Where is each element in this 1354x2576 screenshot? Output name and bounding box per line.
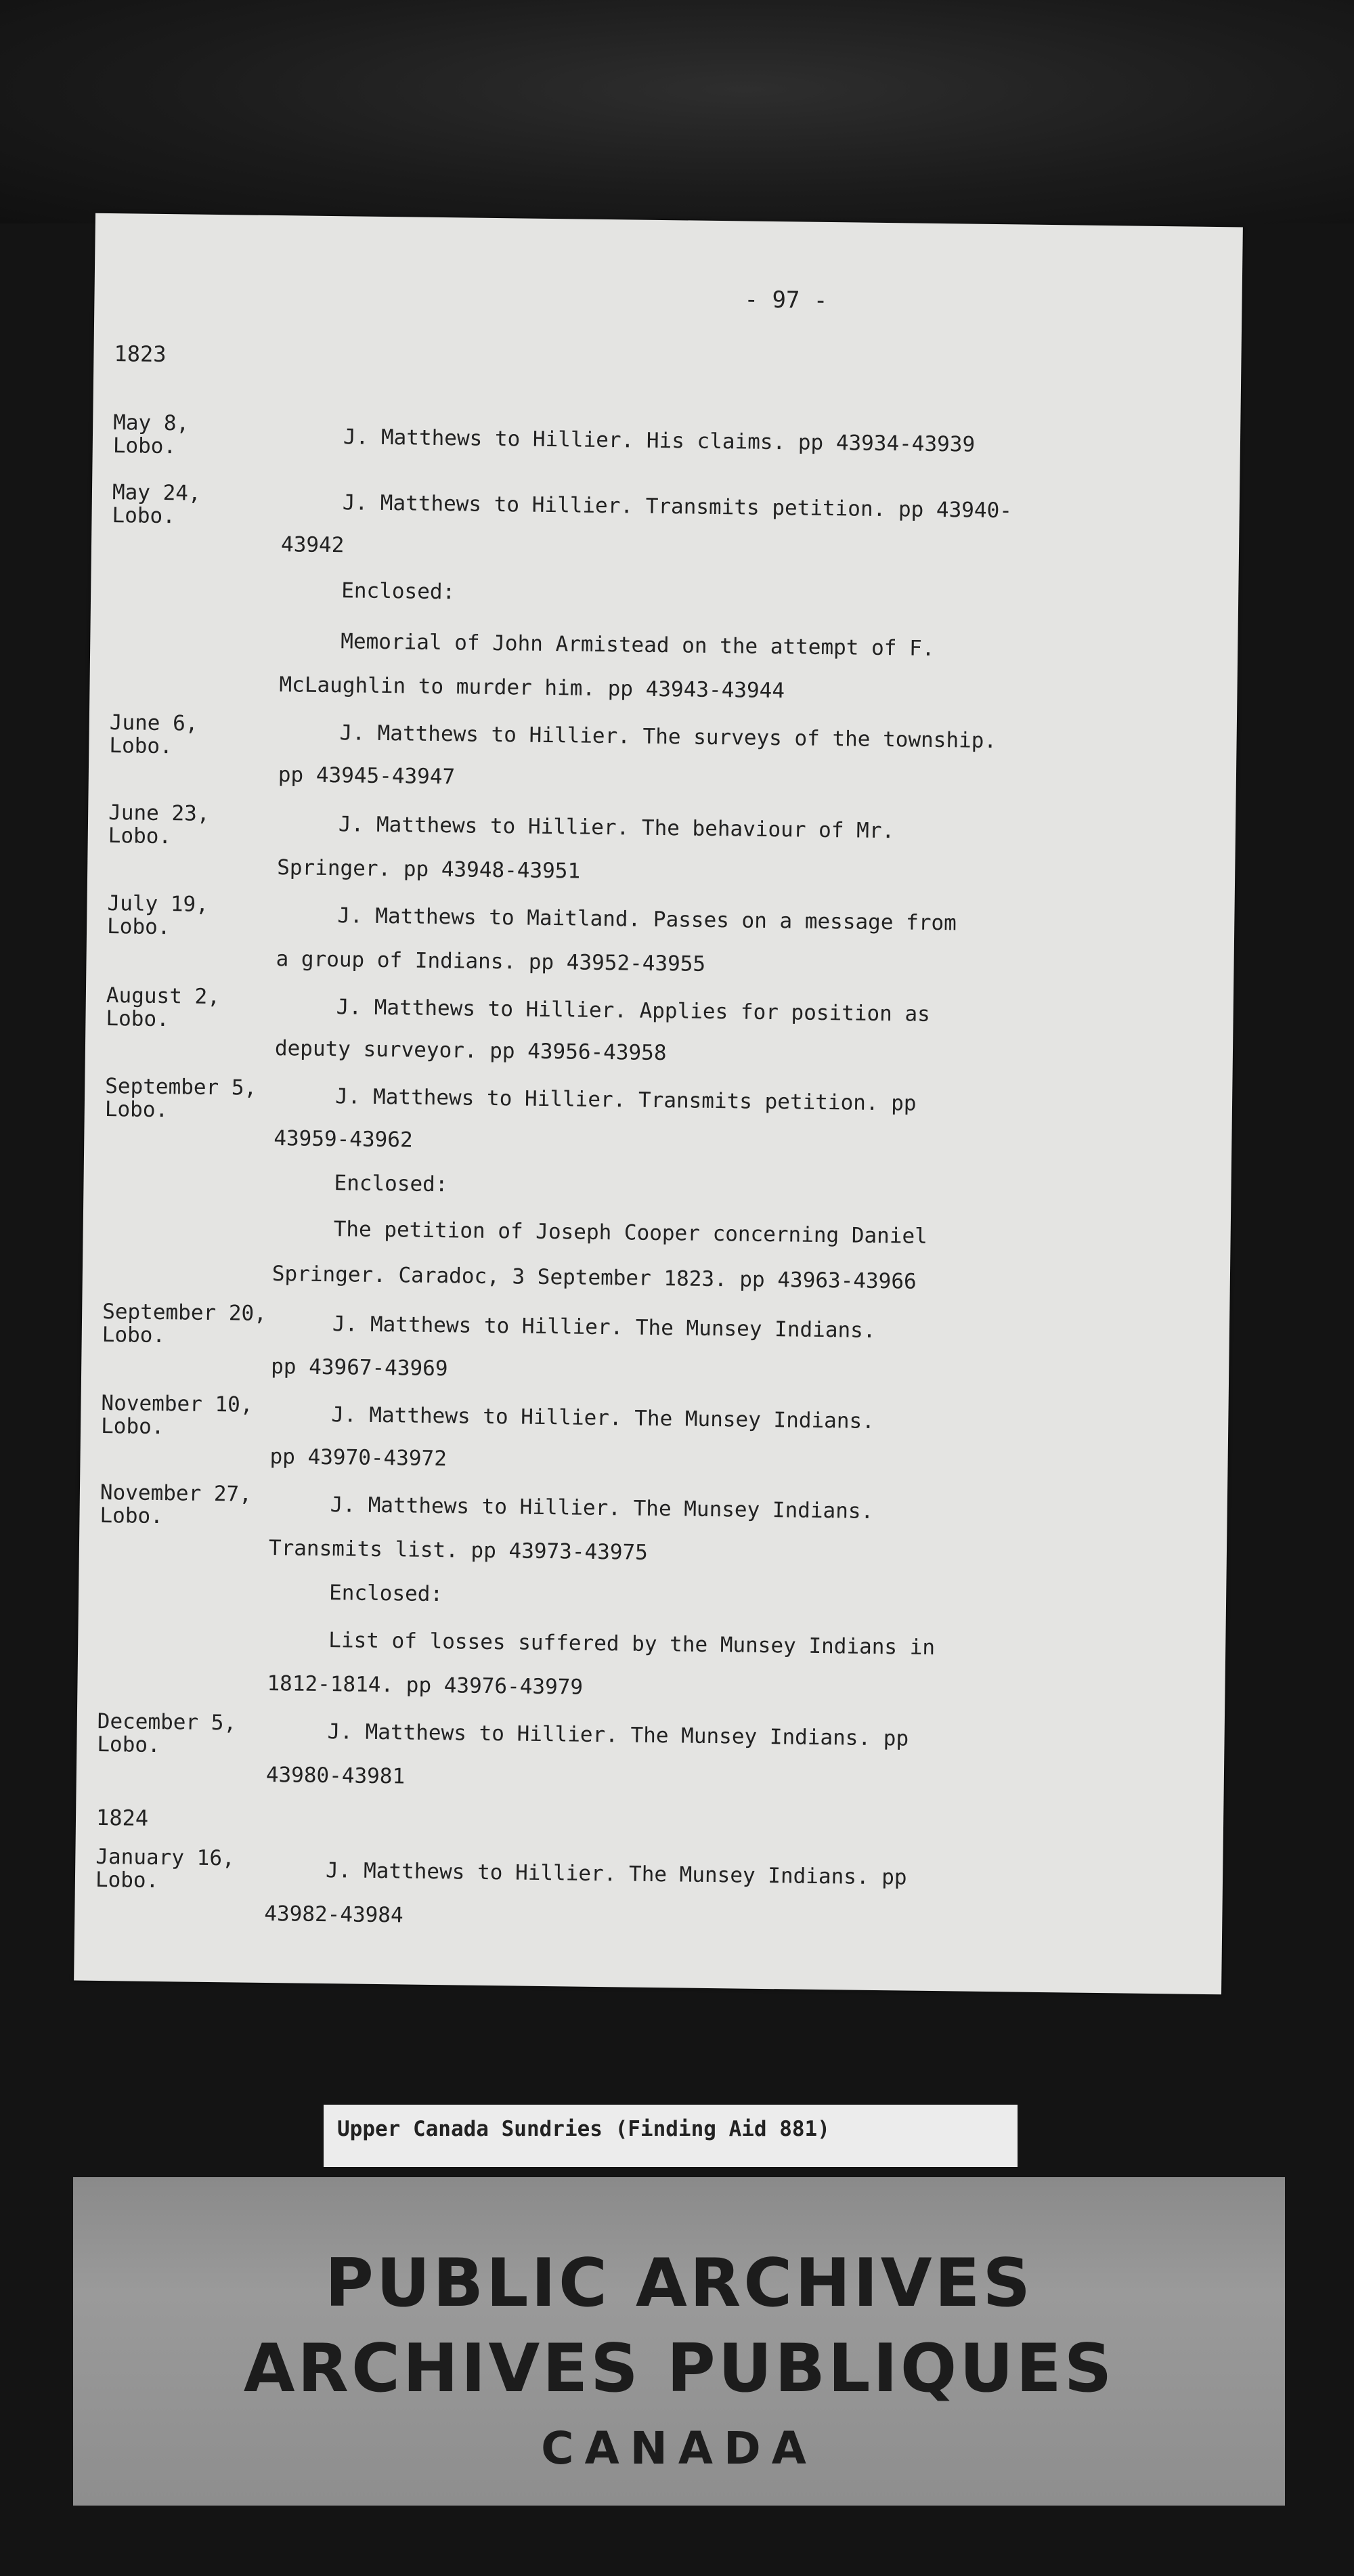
entry-text: J. Matthews to Hillier. The behaviour of Mr. (338, 812, 895, 844)
document-page (74, 213, 1243, 1995)
entry-date: January 16, Lobo. (95, 1844, 235, 1893)
year-heading: 1824 (95, 1804, 149, 1831)
archives-stamp (73, 2177, 1285, 2506)
entry-text: Springer. pp 43948-43951 (277, 855, 581, 884)
entry-date: November 27, Lobo. (100, 1480, 253, 1529)
entry-text: J. Matthews to Hillier. Transmits petition. pp 43940- (342, 490, 1013, 523)
entry-text: 1812-1814. pp 43976-43979 (267, 1671, 584, 1700)
year-heading: 1823 (114, 341, 167, 368)
entry-text: J. Matthews to Hillier. The Munsey Indians. (331, 1402, 875, 1434)
entry-text: List of losses suffered by the Munsey Indians in (328, 1628, 936, 1660)
entry-text: Memorial of John Armistead on the attempt of F. (341, 629, 935, 661)
finding-aid-label-text: Upper Canada Sundries (Finding Aid 881) (337, 2117, 830, 2141)
entry-text: 43959-43962 (274, 1126, 413, 1153)
entry-text: J. Matthews to Hillier. The Munsey Indians. pp (327, 1719, 909, 1751)
entry-text: J. Matthews to Hillier. The surveys of the township. (339, 721, 997, 754)
entry-text: The petition of Joseph Cooper concerning Daniel (333, 1217, 928, 1249)
entry-text: J. Matthews to Hillier. The Munsey Indians. (330, 1493, 874, 1524)
entry-date: November 10, Lobo. (100, 1390, 253, 1440)
entry-date: June 6, Lobo. (109, 710, 198, 759)
entry-date: May 24, Lobo. (112, 480, 201, 529)
entry-date: May 8, Lobo. (112, 410, 190, 459)
entry-text: a group of Indians. pp 43952-43955 (276, 947, 706, 976)
entry-date: September 20, Lobo. (102, 1299, 267, 1348)
entry-text: deputy surveyor. pp 43956-43958 (274, 1036, 667, 1066)
entry-text: Enclosed: (328, 1581, 443, 1607)
entry-text: Enclosed: (334, 1171, 448, 1197)
entry-text: Transmits list. pp 43973-43975 (268, 1536, 649, 1565)
entry-text: pp 43970-43972 (269, 1444, 447, 1472)
entry-text: J. Matthews to Hillier. The Munsey Indians. (332, 1312, 876, 1343)
entry-text: 43982-43984 (264, 1901, 403, 1928)
entry-date: July 19, Lobo. (106, 891, 209, 940)
entry-text: J. Matthews to Maitland. Passes on a message from (337, 903, 957, 936)
entry-date: December 5, Lobo. (97, 1709, 237, 1758)
entry-date: June 23, Lobo. (108, 800, 210, 849)
microfilm-background (0, 0, 1354, 223)
entry-text: 43980-43981 (265, 1762, 406, 1789)
stamp-line-french: ARCHIVES PUBLIQUES (243, 2330, 1115, 2407)
entry-text: J. Matthews to Hillier. His claims. pp 43934-43939 (343, 425, 976, 457)
entry-text: Springer. Caradoc, 3 September 1823. pp 43963-43966 (271, 1262, 917, 1294)
stamp-line-english: PUBLIC ARCHIVES (324, 2245, 1034, 2322)
entry-text: Enclosed: (341, 578, 456, 605)
finding-aid-label (324, 2105, 1018, 2167)
stamp-line-country: CANADA (541, 2422, 817, 2474)
entry-text: 43942 (280, 532, 345, 558)
entry-date: August 2, Lobo. (106, 983, 221, 1032)
entry-text: J. Matthews to Hillier. Applies for position as (336, 995, 931, 1027)
entry-text: J. Matthews to Hillier. Transmits petition. pp (334, 1084, 917, 1116)
entry-text: pp 43945-43947 (278, 763, 456, 790)
entry-text: J. Matthews to Hillier. The Munsey Indians. pp (325, 1858, 907, 1890)
entry-text: pp 43967-43969 (270, 1354, 448, 1381)
page-number: - 97 - (744, 286, 828, 314)
entry-text: McLaughlin to murder him. pp 43943-43944 (279, 672, 785, 704)
entry-date: September 5, Lobo. (104, 1074, 257, 1123)
